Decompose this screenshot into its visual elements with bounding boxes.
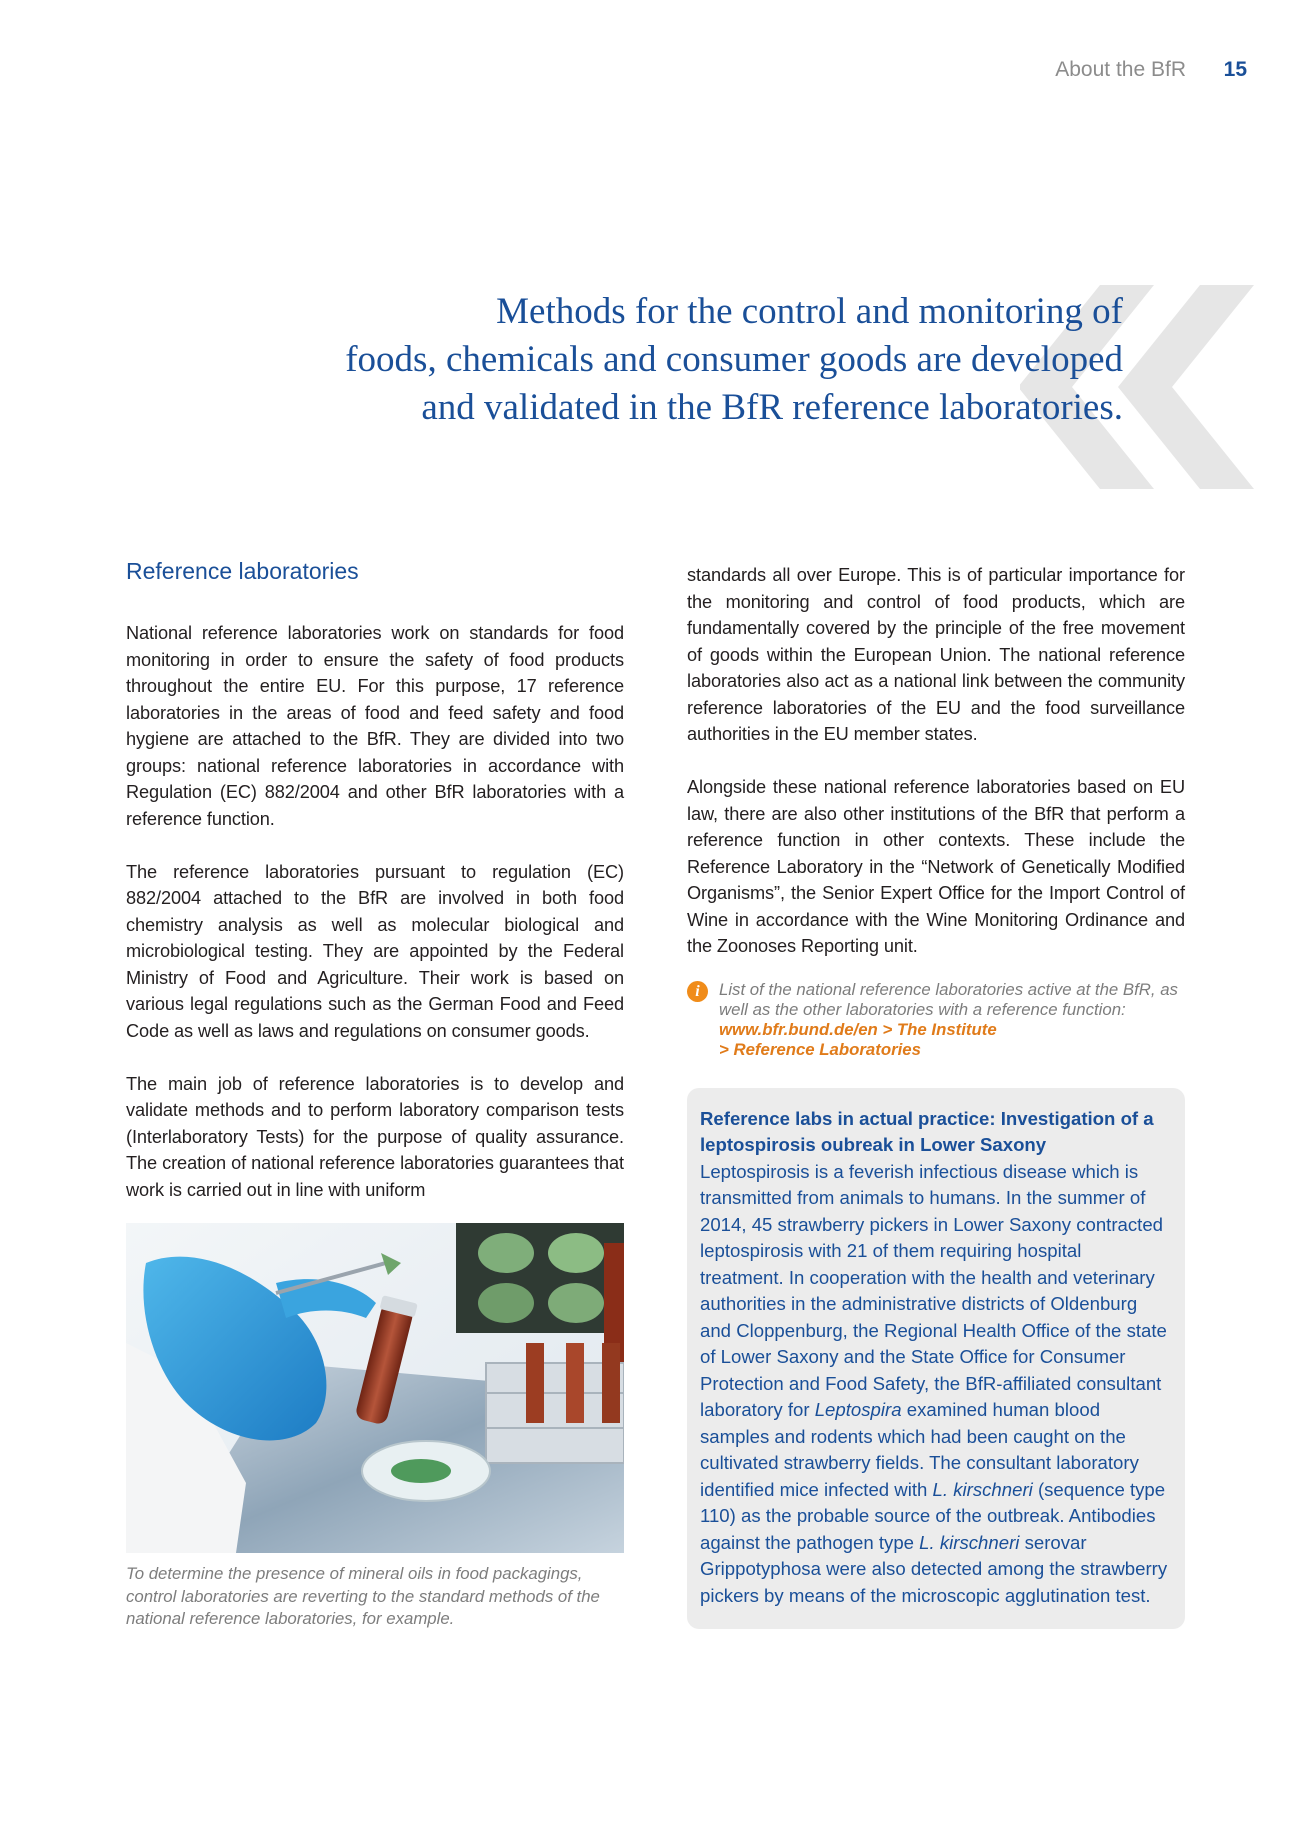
box-body-text: (sequence type 110) as the probable source of the outbreak. Antibodies against the pathogen type	[700, 1478, 1166, 1553]
info-link-institute[interactable]: www.bfr.bund.de/en > The Institute	[719, 1019, 997, 1039]
section-name: About the BfR	[1055, 58, 1186, 81]
photo-caption: To determine the presence of mineral oils in food packagings, control laboratories are reverting to the standard methods of the national reference laboratories, for example.	[126, 1564, 600, 1628]
box-body-text: serovar Grippotyphosa were also detected among the strawberry pickers by means of the microscopic agglutination test.	[700, 1531, 1168, 1606]
box-title: Reference labs in actual practice: Investigation of a leptospirosis oubreak in Lower Saxony	[700, 1107, 1154, 1155]
info-icon: i	[687, 981, 708, 1002]
lab-photo-illustration	[126, 1223, 624, 1553]
info-link-reference-labs[interactable]: > Reference Laboratories	[719, 1039, 921, 1059]
running-head	[0, 58, 1300, 88]
info-note-text: List of the national reference laboratories active at the BfR, as well as the other laboratories with a reference function:	[719, 979, 1178, 1019]
body-paragraph: The reference laboratories pursuant to regulation (EC) 882/2004 attached to the BfR are involved in both food chemistry analysis as well as molecular biological and microbiological testing. They are appointed by the Federal Ministry of Food and Agriculture. Their work is based on various legal regulations such as the German Food and Feed Code as well as laws and regulations on consumer goods.	[126, 861, 624, 1041]
section-heading: Reference laboratories	[126, 558, 359, 584]
body-paragraph: The main job of reference laboratories is to develop and validate methods and to perform laboratory comparison tests (Interlaboratory Tests) for the purpose of quality assurance. The creation of national reference laboratories guarantees that work is carried out in line with uniform	[126, 1073, 624, 1200]
pull-quote-line: and validated in the BfR reference laboratories.	[421, 387, 1123, 428]
body-paragraph: National reference laboratories work on standards for food monitoring in order to ensure the safety of food products throughout the entire EU. For this purpose, 17 reference laboratories in the areas of food and feed safety and food hygiene are attached to the BfR. They are divided into two groups: national reference laboratories in accordance with Regulation (EC) 882/2004 and other BfR laboratories with a reference function.	[126, 623, 624, 829]
left-column	[126, 556, 624, 1631]
info-note	[687, 980, 1185, 1060]
body-paragraph: standards all over Europe. This is of particular importance for the monitoring and control of food products, which are fundamentally covered by the principle of the free movement of goods within the European Union. The national reference laboratories also act as a national link between the community reference laboratories of the EU and the food surveillance authorities in the EU member states.	[687, 565, 1185, 744]
right-column	[687, 562, 1185, 1629]
box-body-italic: L. kirschneri	[932, 1478, 1033, 1500]
lab-photo	[126, 1223, 624, 1553]
box-body-italic: L. kirschneri	[919, 1531, 1020, 1553]
box-body-italic: Leptospira	[814, 1399, 902, 1420]
box-body-text: examined human blood samples and rodents which had been caught on the cultivated strawberry fields. The consultant laboratory identified mice infected with	[700, 1399, 1139, 1500]
box-body-text: Leptospirosis is a feverish infectious disease which is transmitted from animals to humans. In the summer of 2014, 45 strawberry pickers in Lower Saxony contracted leptospirosis with 21 of them requiring hospital treatment. In cooperation with the health and veterinary authorities in the administrative districts of Oldenburg and Cloppenburg, the Regional Health Office of the state of Lower Saxony and the State Office for Consumer Protection and Food Safety, the BfR-affiliated consultant laboratory for	[700, 1160, 1167, 1420]
pull-quote-line: foods, chemicals and consumer goods are developed	[345, 339, 1123, 380]
case-study-box	[687, 1088, 1185, 1630]
body-paragraph: Alongside these national reference laboratories based on EU law, there are also other institutions of the BfR that perform a reference function in other contexts. These include the Reference Laboratory in the “Network of Genetically Modified Organisms”, the Senior Expert Office for the Import Control of Wine in accordance with the Wine Monitoring Ordinance and the Zoonoses Reporting unit.	[687, 777, 1185, 956]
pull-quote	[230, 288, 1123, 432]
box-body	[700, 1159, 1169, 1610]
page-number: 15	[1223, 58, 1247, 81]
pull-quote-line: Methods for the control and monitoring of	[496, 291, 1123, 332]
